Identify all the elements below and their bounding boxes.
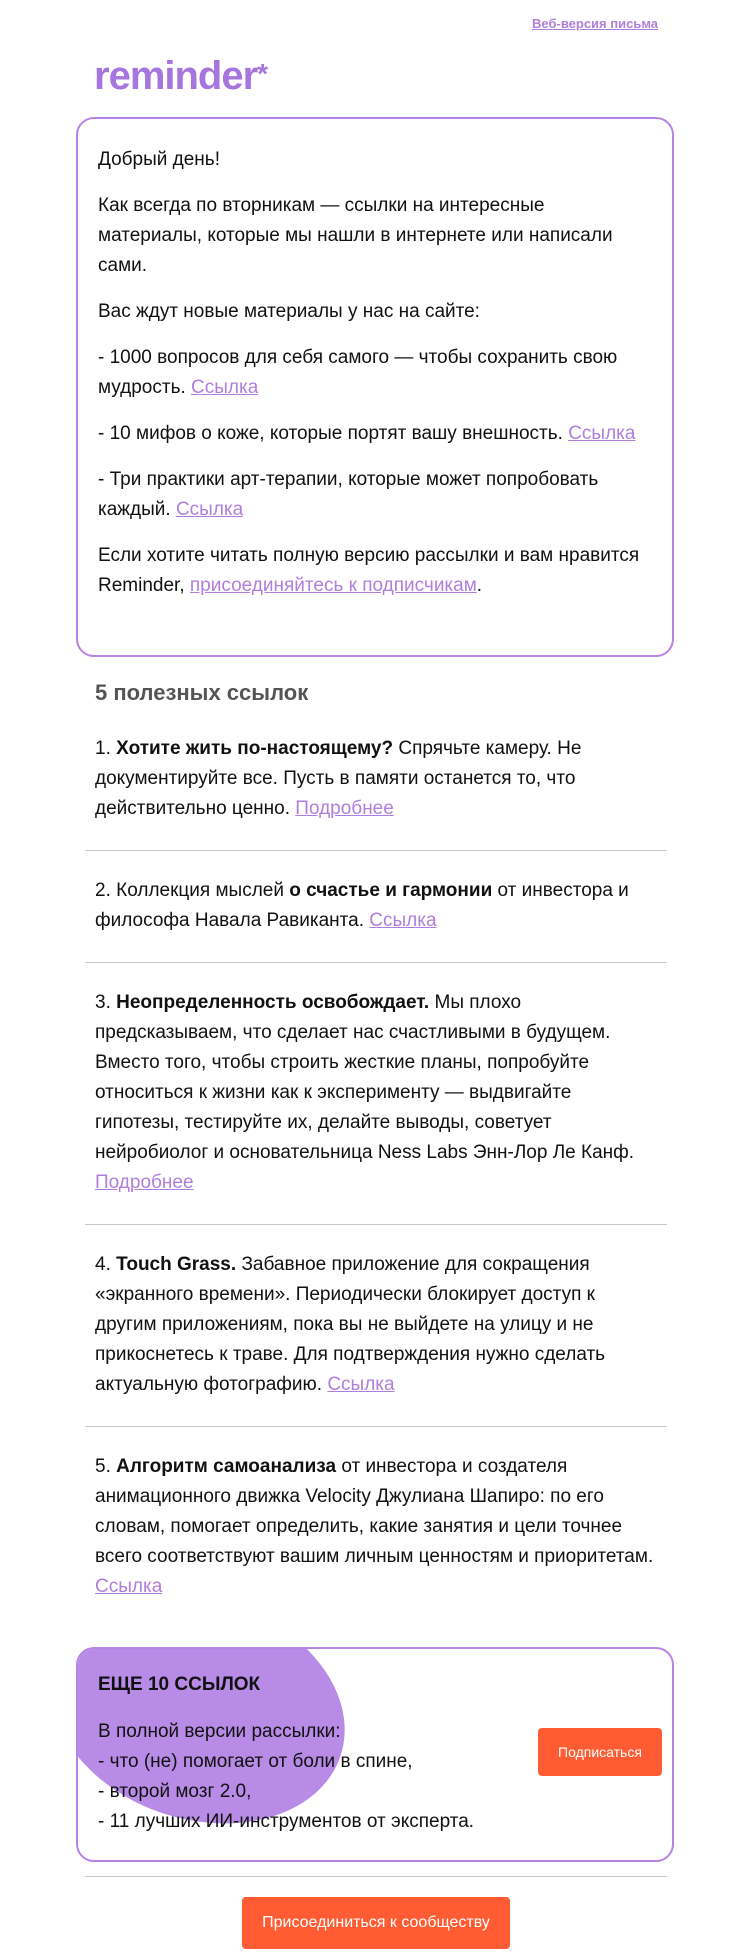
- material-item-1: - 1000 вопросов для себя самого — чтобы сохранить свою мудрость. Ссылка: [98, 347, 618, 398]
- subscribe-button[interactable]: Подписаться: [538, 1728, 662, 1776]
- join-community-button[interactable]: Присоединиться к сообществу: [242, 1897, 510, 1949]
- site-materials-intro: Вас ждут новые материалы у нас на сайте:: [98, 301, 480, 322]
- material-link-2[interactable]: Ссылка: [568, 423, 636, 444]
- greeting: Добрый день!: [98, 149, 220, 170]
- material-item-3: - Три практики арт-терапии, которые может попробовать каждый. Ссылка: [98, 469, 599, 520]
- links-section-title: 5 полезных ссылок: [95, 680, 309, 705]
- link-item-1: 1. Хотите жить по-настоящему? Спрячьте камеру. Не документируйте все. Пусть в памяти останется то, что действительно ценно. Подробнее: [95, 738, 582, 819]
- link-item-2-link[interactable]: Ссылка: [369, 910, 437, 931]
- more-links-line: - второй мозг 2.0,: [98, 1781, 252, 1802]
- join-subscribers-link[interactable]: присоединяйтесь к подписчикам: [189, 575, 477, 596]
- reminder-logo: [94, 52, 267, 100]
- logo-asterisk-icon: *: [257, 58, 268, 89]
- divider: [85, 1876, 667, 1877]
- link-item-3-more[interactable]: Подробнее: [95, 1172, 194, 1193]
- material-item-2: - 10 мифов о коже, которые портят вашу внешность. Ссылка: [98, 423, 636, 444]
- material-link-3[interactable]: Ссылка: [175, 499, 244, 520]
- more-links-line: - 11 лучших ИИ-инструментов от эксперта.: [98, 1811, 475, 1832]
- more-links-line: - что (не) помогает от боли в спине,: [98, 1751, 413, 1772]
- link-item-5: 5. Алгоритм самоанализа от инвестора и создателя анимационного движка Velocity Джулиана Шапиро: по его словам, помогает определить, какие занятия и цели точнее всего соответствуют вашим личным ценностям и приоритетам. Ссылка: [95, 1456, 654, 1597]
- web-version-link[interactable]: Веб-версия письма: [532, 16, 658, 31]
- intro-card: [76, 117, 674, 657]
- divider: [85, 1426, 667, 1427]
- link-item-1-more[interactable]: Подробнее: [295, 798, 394, 819]
- divider: [85, 1224, 667, 1225]
- material-link-1[interactable]: Ссылка: [191, 377, 259, 398]
- link-item-3: 3. Неопределенность освобождает. Мы плохо предсказываем, что сделает нас счастливыми в будущем. Вместо того, чтобы строить жесткие планы, попробуйте относиться к жизни как к эксперименту — выдвигайте гипотезы, тестируйте их, делайте выводы, советует нейробиолог и основательница Ness Labs Энн-Лор Ле Канф. Подробнее: [95, 992, 635, 1193]
- subscribe-cta: Если хотите читать полную версию рассылки и вам нравится Reminder, присоединяйтесь к подписчикам.: [98, 545, 640, 596]
- logo-text: reminder: [94, 54, 258, 98]
- divider: [85, 962, 667, 963]
- divider: [85, 850, 667, 851]
- link-item-5-link[interactable]: Ссылка: [95, 1576, 163, 1597]
- more-links-title: ЕЩЕ 10 ССЫЛОК: [98, 1674, 261, 1695]
- link-item-4-link[interactable]: Ссылка: [327, 1374, 395, 1395]
- link-item-4: 4. Touch Grass. Забавное приложение для сокращения «экранного времени». Периодически блокирует доступ к другим приложениям, пока вы не выйдете на улицу и не прикоснетесь к траве. Для подтверждения нужно сделать актуальную фотографию. Ссылка: [95, 1254, 606, 1395]
- intro-lead: Как всегда по вторникам — ссылки на интересные материалы, которые мы нашли в интернете или написали сами.: [98, 195, 613, 276]
- more-links-line: В полной версии рассылки:: [98, 1721, 341, 1742]
- link-item-2: 2. Коллекция мыслей о счастье и гармонии от инвестора и философа Навала Равиканта. Ссылка: [95, 880, 629, 931]
